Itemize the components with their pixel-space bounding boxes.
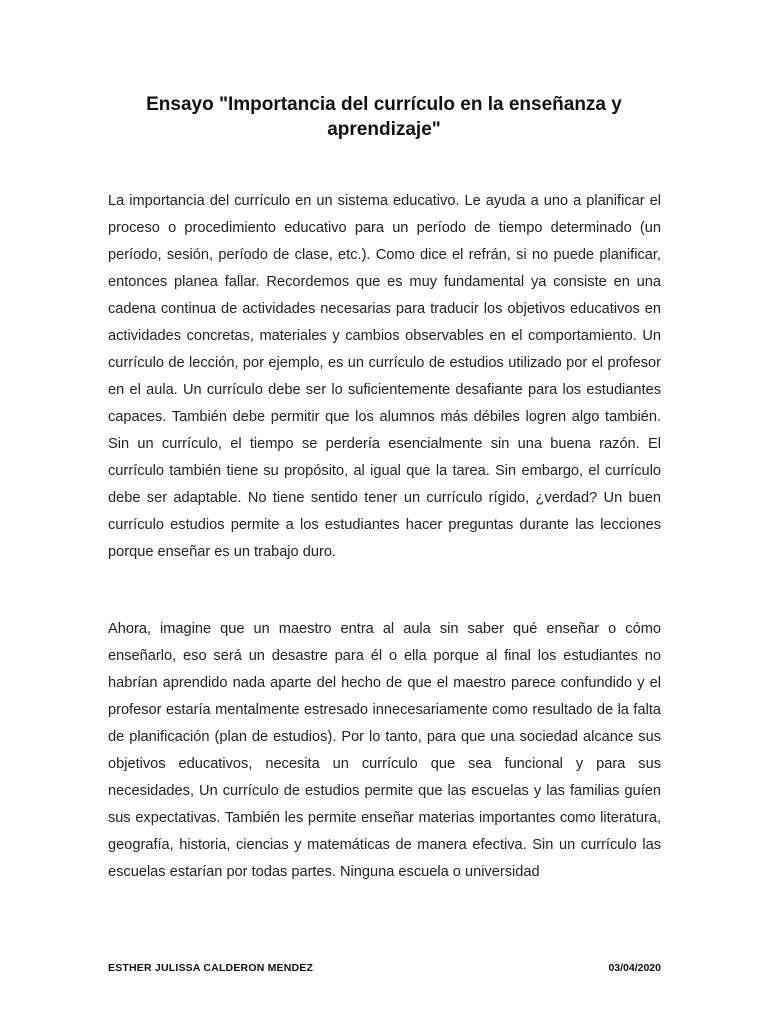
paragraph-2: Ahora, imagine que un maestro entra al aula sin saber qué enseñar o cómo enseñarlo, eso será un desastre para él o ella porque al final los estudiantes no habrían aprendido nada aparte del hecho de que el maestro parece confundido y el profesor estaría mentalmente estresado innecesariamente como resultado de la falta de planificación (plan de estudios). Por lo tanto, para que una sociedad alcance sus objetivos educativos, necesita un currículo que sea funcional y para sus necesidades, Un currículo de estudios permite que las escuelas y las familias guíen sus expectativas. También les permite enseñar materias importantes como literatura, geografía, historia, ciencias y matemáticas de manera efectiva. Sin un currículo las escuelas estarían por todas partes. Ninguna escuela o universidad <box>108 621 661 880</box>
footer-date: 03/04/2020 <box>608 962 661 974</box>
footer-author: ESTHER JULISSA CALDERON MENDEZ <box>108 962 314 974</box>
paragraph-1: La importancia del currículo en un sistema educativo. Le ayuda a uno a planificar el proceso o procedimiento educativo para un período de tiempo determinado (un período, sesión, período de clase, etc.). Como dice el refrán, si no puede planificar, entonces planea fallar. Recordemos que es muy fundamental ya consiste en una cadena continua de actividades necesarias para traducir los objetivos educativos en actividades concretas, materiales y cambios observables en el comportamiento. Un currículo de lección, por ejemplo, es un currículo de estudios utilizado por el profesor en el aula. Un currículo debe ser lo suficientemente desafiante para los estudiantes capaces. También debe permitir que los alumnos más débiles logren algo también. Sin un currículo, el tiempo se perdería esencialmente sin una buena razón. El currículo también tiene su propósito, al igual que la tarea. Sin embargo, el currículo debe ser adaptable. No tiene sentido tener un currículo rígido, ¿verdad? Un buen currículo estudios permite a los estudiantes hacer preguntas durante las lecciones porque enseñar es un trabajo duro. <box>108 193 661 560</box>
document-title: Ensayo "Importancia del currículo en la enseñanza y aprendizaje" <box>146 94 622 140</box>
page-footer <box>108 962 661 978</box>
